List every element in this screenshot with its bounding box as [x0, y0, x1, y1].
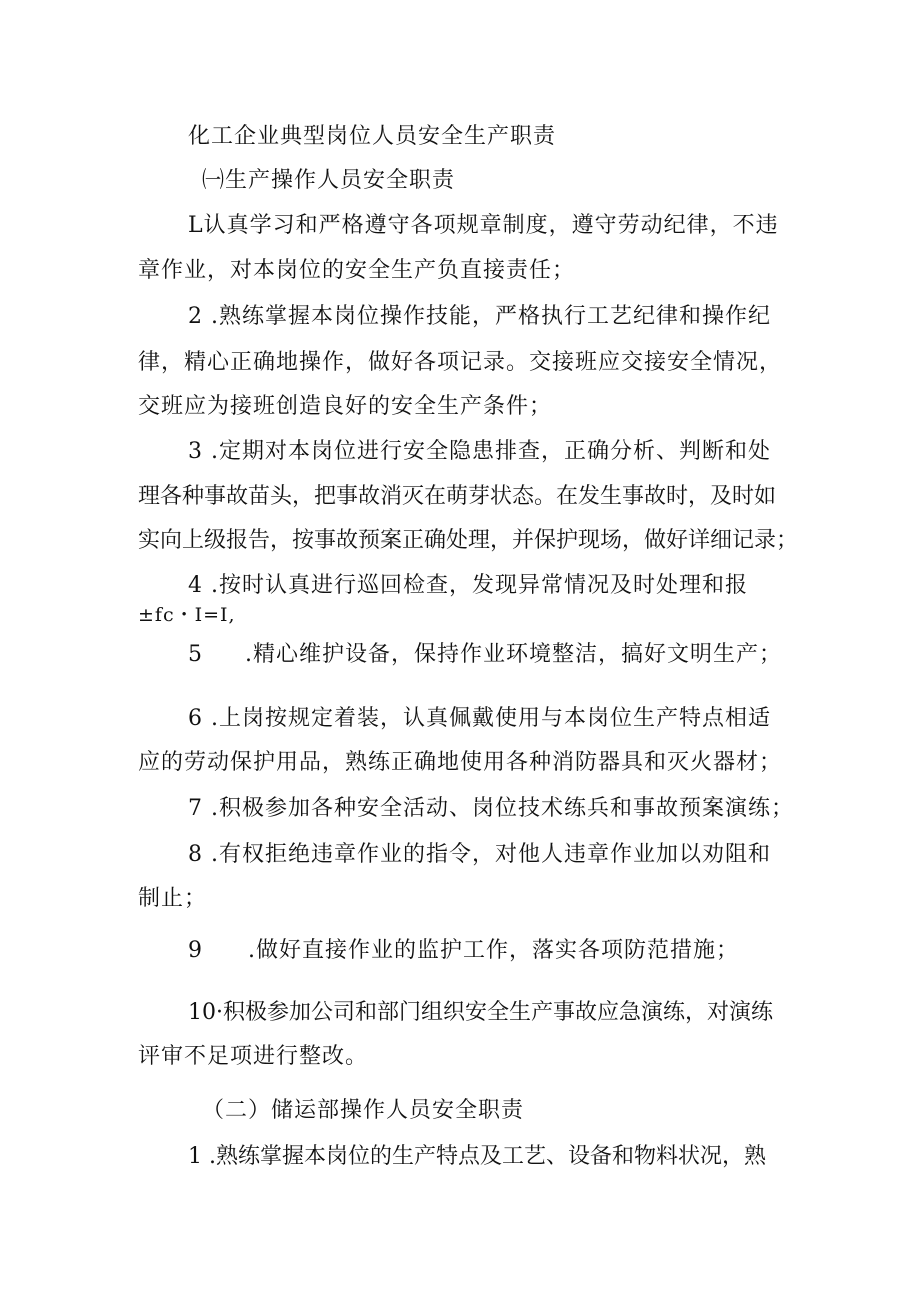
paragraph-item-8-line-1: 8 .有权拒绝违章作业的指令，对他人违章作业加以劝阻和 [188, 842, 771, 867]
paragraph-item-2-line-2: 律，精心正确地操作，做好各项记录。交接班应交接安全情况， [138, 350, 783, 375]
document-title: 化工企业典型岗位人员安全生产职责 [188, 124, 557, 149]
paragraph-item-1-line-2: 章作业，对本岗位的安全生产负直接责任； [138, 258, 576, 283]
paragraph-item-8-line-2: 制止； [138, 886, 208, 911]
paragraph-item-5-number: 5 [188, 642, 203, 667]
paragraph-item-10-line-1: 10·积极参加公司和部门组织安全生产事故应急演练，对演练 [188, 1000, 773, 1025]
paragraph-item-5-text: .精心维护设备，保持作业环境整洁，搞好文明生产； [245, 642, 782, 667]
paragraph-item-3-line-2: 理各种事故苗头，把事故消灭在萌芽状态。在发生事故时，及时如 [138, 484, 777, 509]
section-heading-storage: （二）储运部操作人员安全职责 [202, 1098, 525, 1123]
paragraph-item-6-line-2: 应的劳动保护用品，熟练正确地使用各种消防器具和灭火器材； [138, 750, 783, 775]
paragraph-item-7-line-1: 7 .积极参加各种安全活动、岗位技术练兵和事故预案演练； [188, 796, 794, 821]
paragraph-item-2-line-3: 交班应为接班创造良好的安全生产条件； [138, 394, 553, 419]
paragraph-item-3-line-1: 3 .定期对本岗位进行安全隐患排查，正确分析、判断和处 [188, 439, 771, 464]
paragraph-item-9-number: 9 [188, 938, 203, 963]
paragraph-storage-item-1-line-1: 1 .熟练掌握本岗位的生产特点及工艺、设备和物料状况，熟 [188, 1144, 766, 1169]
section-heading-production: ㈠生产操作人员安全职责 [202, 168, 456, 193]
paragraph-item-4-line-1: 4 .按时认真进行巡回检查，发现异常情况及时处理和报 [188, 573, 748, 598]
paragraph-item-3-line-3: 实向上级报告，按事故预案正确处理，并保护现场，做好详细记录； [138, 528, 799, 553]
paragraph-item-9-text: .做好直接作业的监护工作，落实各项防范措施； [248, 938, 739, 963]
paragraph-item-6-line-1: 6 .上岗按规定着装，认真佩戴使用与本岗位生产特点相适 [188, 706, 771, 731]
paragraph-item-4-line-2: ±fc・I=I, [138, 604, 236, 626]
paragraph-item-10-line-2: 评审不足项进行整改。 [138, 1044, 369, 1069]
paragraph-item-2-line-1: 2 .熟练掌握本岗位操作技能，严格执行工艺纪律和操作纪 [188, 304, 771, 329]
paragraph-item-1-line-1: L认真学习和严格遵守各项规章制度，遵守劳动纪律，不违 [188, 213, 779, 238]
